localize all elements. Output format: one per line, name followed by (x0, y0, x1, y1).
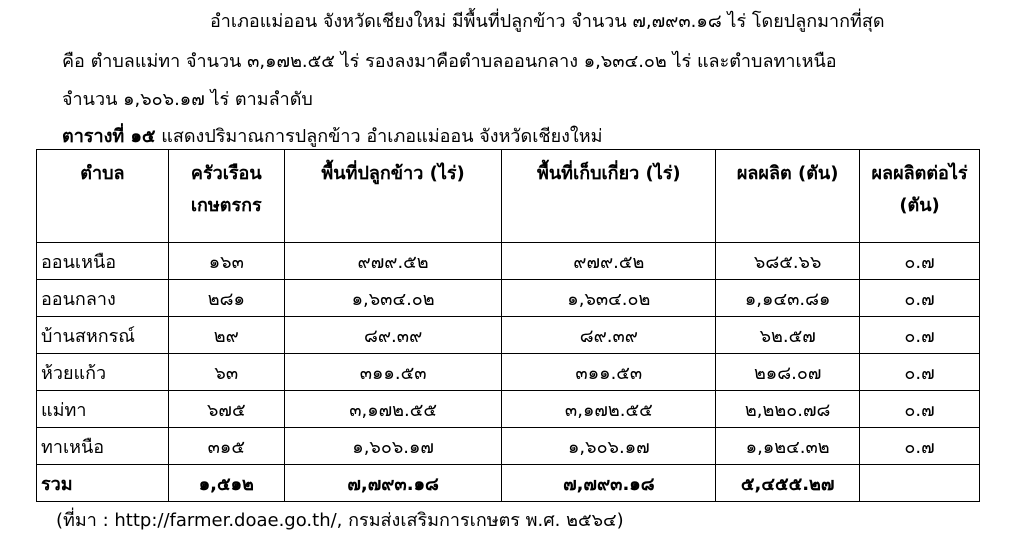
column-header: ตำบล (37, 150, 169, 243)
value-cell: ๑,๖๐๖.๑๗ (502, 428, 716, 465)
value-cell (860, 465, 980, 502)
table-caption (62, 121, 602, 150)
table-row (37, 428, 980, 465)
value-cell: ๖๗๕ (168, 391, 284, 428)
table-row (37, 354, 980, 391)
subdistrict-cell: ออนกลาง (37, 280, 169, 317)
value-cell: ๑,๑๒๔.๓๒ (716, 428, 860, 465)
value-cell: ๐.๗ (860, 280, 980, 317)
value-cell: ๑,๑๔๓.๘๑ (716, 280, 860, 317)
paragraph-line-3: จำนวน ๑,๖๐๖.๑๗ ไร่ ตามลำดับ (62, 89, 313, 110)
value-cell: ๘๙.๓๙ (284, 317, 502, 354)
table-row (37, 391, 980, 428)
subdistrict-cell: แม่ทา (37, 391, 169, 428)
value-cell: ๐.๗ (860, 428, 980, 465)
subdistrict-cell: ออนเหนือ (37, 243, 169, 280)
column-header: ผลผลิตต่อไร่ (ตัน) (860, 150, 980, 243)
value-cell: ๓,๑๗๒.๕๕ (502, 391, 716, 428)
subdistrict-cell: บ้านสหกรณ์ (37, 317, 169, 354)
table-row (37, 280, 980, 317)
value-cell: ๑,๖๓๔.๐๒ (502, 280, 716, 317)
value-cell: ๙๗๙.๕๒ (502, 243, 716, 280)
value-cell: ๐.๗ (860, 354, 980, 391)
table-header-row (37, 150, 980, 243)
value-cell: ๒,๒๒๐.๗๘ (716, 391, 860, 428)
column-header: พื้นที่เก็บเกี่ยว (ไร่) (502, 150, 716, 243)
value-cell: ๓๑๑.๕๓ (502, 354, 716, 391)
subdistrict-cell: ห้วยแก้ว (37, 354, 169, 391)
value-cell: ๗,๗๙๓.๑๘ (284, 465, 502, 502)
table-caption-label: ตารางที่ ๑๕ (62, 126, 156, 147)
source-note: (ที่มา : http://farmer.doae.go.th/, กรมส่งเสริมการเกษตร พ.ศ. ๒๕๖๔) (56, 510, 624, 531)
column-header: พื้นที่ปลูกข้าว (ไร่) (284, 150, 502, 243)
value-cell: ๐.๗ (860, 391, 980, 428)
table-row (37, 317, 980, 354)
value-cell: ๑,๖๓๔.๐๒ (284, 280, 502, 317)
value-cell: ๕,๔๕๕.๒๗ (716, 465, 860, 502)
table-caption-text: แสดงปริมาณการปลูกข้าว อำเภอแม่ออน จังหวัดเชียงใหม่ (155, 126, 603, 147)
value-cell: ๗,๗๙๓.๑๘ (502, 465, 716, 502)
value-cell: ๑,๖๐๖.๑๗ (284, 428, 502, 465)
table-total-row (37, 465, 980, 502)
table-row (37, 243, 980, 280)
value-cell: ๑,๕๑๒ (168, 465, 284, 502)
value-cell: ๙๗๙.๕๒ (284, 243, 502, 280)
paragraph-line-2: คือ ตำบลแม่ทา จำนวน ๓,๑๗๒.๕๕ ไร่ รองลงมาคือตำบลออนกลาง ๑,๖๓๔.๐๒ ไร่ และตำบลทาเหนือ (62, 51, 837, 72)
column-header: ผลผลิต (ตัน) (716, 150, 860, 243)
column-header: ครัวเรือน เกษตรกร (168, 150, 284, 243)
value-cell: ๓๑๑.๕๓ (284, 354, 502, 391)
value-cell: ๖๒.๕๗ (716, 317, 860, 354)
paragraph-line-1: อำเภอแม่ออน จังหวัดเชียงใหม่ มีพื้นที่ปลูกข้าว จำนวน ๗,๗๙๓.๑๘ ไร่ โดยปลูกมากที่สุด (210, 11, 885, 32)
value-cell: ๖๘๕.๖๖ (716, 243, 860, 280)
value-cell: ๖๓ (168, 354, 284, 391)
value-cell: ๒๙ (168, 317, 284, 354)
value-cell: ๓,๑๗๒.๕๕ (284, 391, 502, 428)
subdistrict-cell: รวม (37, 465, 169, 502)
value-cell: ๒๑๘.๐๗ (716, 354, 860, 391)
table-body (37, 243, 980, 502)
value-cell: ๑๖๓ (168, 243, 284, 280)
value-cell: ๐.๗ (860, 317, 980, 354)
value-cell: ๒๘๑ (168, 280, 284, 317)
value-cell: ๘๙.๓๙ (502, 317, 716, 354)
rice-table (36, 149, 980, 502)
subdistrict-cell: ทาเหนือ (37, 428, 169, 465)
value-cell: ๐.๗ (860, 243, 980, 280)
value-cell: ๓๑๕ (168, 428, 284, 465)
